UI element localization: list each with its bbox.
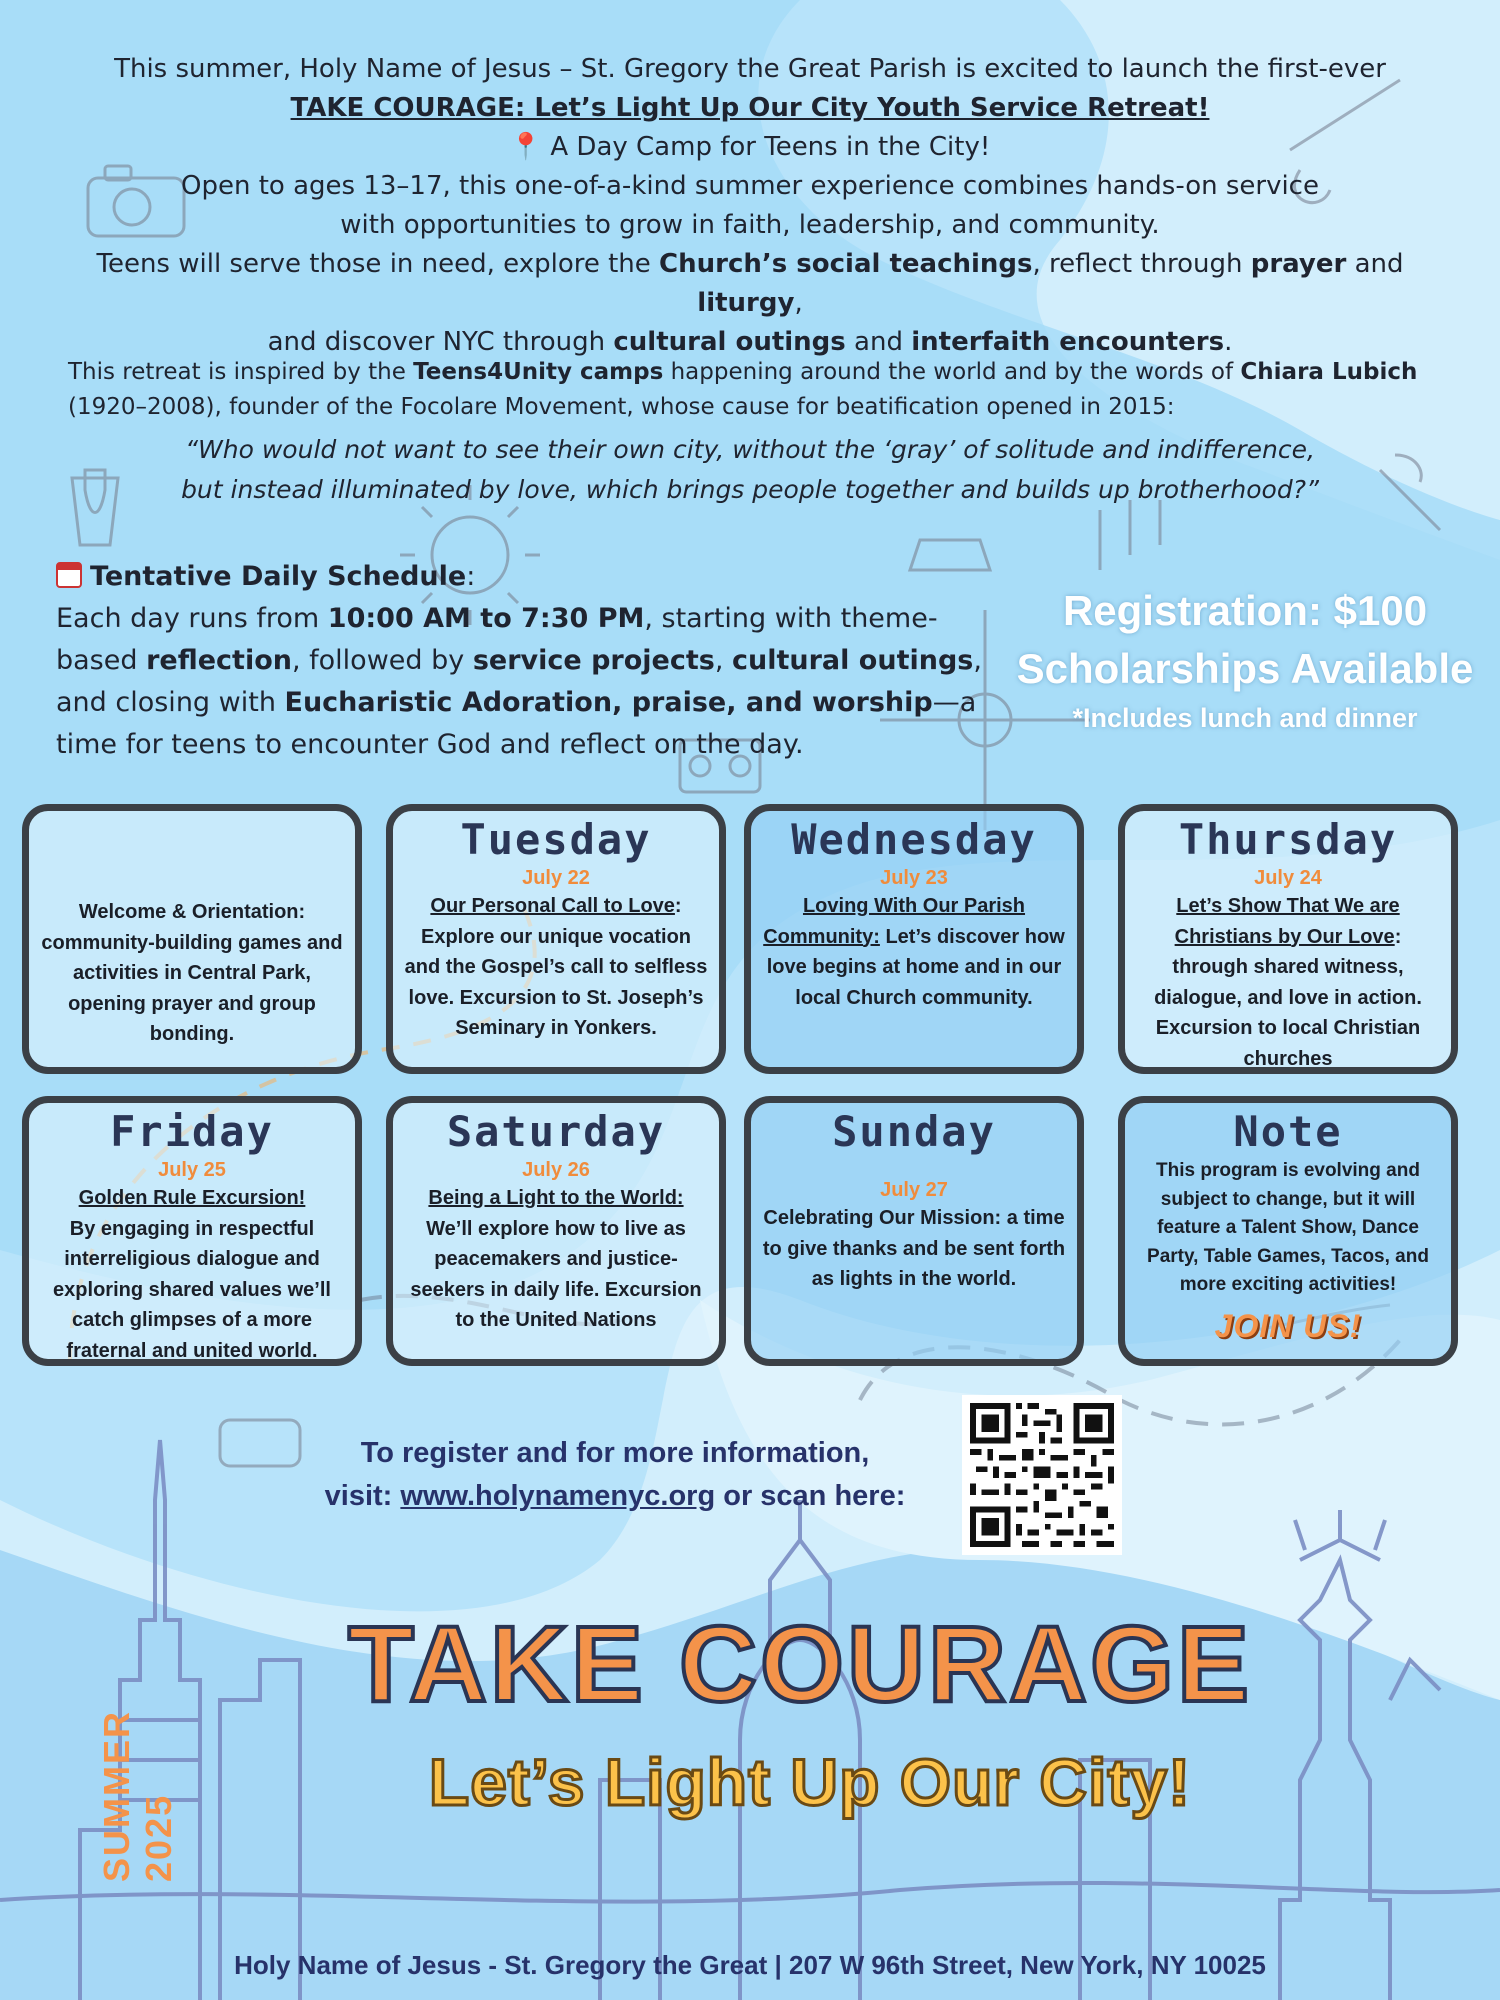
- text: visit:: [324, 1480, 401, 1512]
- intro-line: Open to ages 13–17, this one-of-a-kind summer experience combines hands-on service: [181, 171, 1319, 201]
- day-description: Welcome & Orientation: community-building games and activities in Central Park, opening prayer and group bonding.: [41, 901, 343, 1045]
- day-name: Sunday: [832, 1107, 996, 1156]
- day-name: Tuesday: [460, 815, 652, 864]
- day-card-sunday: [744, 1096, 1084, 1366]
- intro-line: with opportunities to grow in faith, leadership, and community.: [340, 210, 1160, 240]
- bold-text: Teens4Unity camps: [413, 359, 664, 385]
- intro-line: This summer, Holy Name of Jesus – St. Gregory the Great Parish is excited to launch the first-ever: [114, 54, 1386, 84]
- day-date: July 22: [522, 867, 590, 889]
- calendar-icon: [56, 562, 82, 588]
- text: , reflect through: [1032, 249, 1251, 279]
- text: We’ll explore how to live as peacemakers and justice-seekers in daily life. Excursion to the United Nations: [410, 1217, 702, 1331]
- day-card-tuesday: [386, 804, 726, 1074]
- day-date: July 25: [158, 1159, 226, 1181]
- take-courage-title: TAKE COURAGE: [347, 1603, 1252, 1724]
- registration-price: Registration: $100: [1062, 587, 1428, 634]
- bold-text: service projects: [472, 645, 715, 676]
- day-card-saturday: [386, 1096, 726, 1366]
- day-title: Our Personal Call to Love: [430, 895, 675, 917]
- text: and: [845, 327, 912, 357]
- day-name: Friday: [110, 1107, 274, 1156]
- text: , followed by: [291, 645, 473, 676]
- day-name: Saturday: [446, 1107, 666, 1156]
- text: Each day runs from: [56, 603, 328, 634]
- text: By engaging in respectful interreligious dialogue and exploring shared values we’ll catch glimpses of a more fraternal and united world.: [53, 1217, 331, 1362]
- text: and discover NYC through: [267, 327, 614, 357]
- text: Let’s discover how love begins at home and in our local Church community.: [766, 925, 1065, 1009]
- register-line: To register and for more information,: [360, 1437, 870, 1469]
- day-description: [403, 1183, 709, 1336]
- website-link[interactable]: www.holynamenyc.org: [400, 1480, 716, 1512]
- scholarships-text: Scholarships Available: [1016, 645, 1474, 692]
- note-description: This program is evolving and subject to change, but it will feature a Talent Show, Dance Party, Table Games, Tacos, and more exciting activities!: [1147, 1160, 1429, 1295]
- day-description: Celebrating Our Mission: a time to give thanks and be sent forth as lights in the world.: [762, 1207, 1066, 1290]
- text: ,: [714, 645, 732, 676]
- pin-icon: 📍: [509, 132, 543, 162]
- meals-note: *Includes lunch and dinner: [1072, 703, 1418, 733]
- footer-address: Holy Name of Jesus - St. Gregory the Great | 207 W 96th Street, New York, NY 10025: [234, 1950, 1266, 1980]
- retreat-headline: TAKE COURAGE: Let’s Light Up Our City Youth Service Retreat!: [290, 93, 1210, 123]
- text: Explore our unique vocation and the Gospel’s call to selfless love. Excursion to St. Joseph’s Seminary in Yonkers.: [404, 925, 708, 1039]
- register-line: [280, 1475, 950, 1518]
- bold-text: interfaith encounters: [911, 327, 1225, 357]
- schedule-title: Tentative Daily Schedule: [90, 561, 467, 592]
- day-description: Our Personal Call to Love: Explore our unique vocation and the Gospel’s call to selfless love. Excursion to St. Joseph’s Seminary in Yonkers.: [404, 895, 708, 1039]
- bold-text: Church’s social teachings: [659, 249, 1033, 279]
- tagline-text: A Day Camp for Teens in the City!: [550, 132, 991, 162]
- text: .: [1224, 327, 1233, 357]
- day-title: Golden Rule Excursion!: [78, 1187, 306, 1209]
- chiara-lubich-quote: [120, 430, 1380, 510]
- day-date: July 24: [1254, 867, 1322, 889]
- schedule-time: 10:00 AM to 7:30 PM: [327, 603, 645, 634]
- bold-text: Eucharistic Adoration, praise, and worship: [284, 687, 933, 718]
- bold-text: cultural outings: [613, 327, 846, 357]
- text: (1920–2008), founder of the Focolare Movement, whose cause for beatification opened in 2015:: [68, 394, 1175, 420]
- intro-block: [60, 50, 1440, 362]
- text: This retreat is inspired by the: [68, 359, 414, 385]
- qr-code[interactable]: [962, 1395, 1122, 1555]
- day-name: Wednesday: [791, 815, 1037, 864]
- bold-text: Chiara Lubich: [1240, 359, 1418, 385]
- text: and: [1346, 249, 1404, 279]
- inspiration-paragraph: [68, 355, 1448, 425]
- day-card-thursday: [1118, 804, 1458, 1074]
- day-date: July 27: [880, 1179, 948, 1201]
- register-info: [280, 1432, 950, 1518]
- intro-line: [60, 245, 1440, 323]
- day-card-monday: [22, 804, 362, 1074]
- day-title: Being a Light to the World:: [428, 1187, 684, 1209]
- text: ,: [794, 288, 803, 318]
- bold-text: cultural outings: [732, 645, 974, 676]
- text: through shared witness, dialogue, and love in action. Excursion to local Christian churches: [1154, 956, 1422, 1070]
- summer-year-label: SUMMER 2025: [96, 1710, 179, 1882]
- day-description: [761, 891, 1067, 1013]
- join-us-text: JOIN US!: [1214, 1307, 1362, 1344]
- day-card-note: [1118, 1096, 1458, 1366]
- day-card-wednesday: [744, 804, 1084, 1074]
- text: happening around the world and by the words of: [663, 359, 1241, 385]
- day-date: July 26: [522, 1159, 590, 1181]
- bold-text: reflection: [146, 645, 292, 676]
- bold-text: liturgy: [697, 288, 795, 318]
- text: or scan here:: [715, 1480, 906, 1512]
- quote-line: but instead illuminated by love, which brings people together and builds up brotherhood?”: [181, 475, 1319, 504]
- text: , starting with theme-based: [56, 603, 938, 676]
- quote-line: “Who would not want to see their own city, without the ‘gray’ of solitude and indifference,: [185, 435, 1315, 464]
- text: —a time for teens to encounter God and reflect on the day.: [56, 687, 977, 760]
- day-description: [39, 1183, 345, 1366]
- registration-info: [1000, 582, 1490, 738]
- day-title: Let’s Show That We are Christians by Our Love: [1174, 895, 1400, 948]
- day-card-friday: [22, 1096, 362, 1366]
- text: Teens will serve those in need, explore the: [96, 249, 660, 279]
- day-description: Let’s Show That We are Christians by Our Love: through shared witness, dialogue, and love in action. Excursion to local Christian churches: [1154, 895, 1422, 1070]
- day-date: July 23: [880, 867, 948, 889]
- text: , and closing with: [56, 645, 982, 718]
- bold-text: prayer: [1250, 249, 1347, 279]
- day-name: Thursday: [1178, 815, 1398, 864]
- day-title: Loving With Our Parish Community:: [763, 895, 1026, 948]
- text: :: [466, 561, 476, 592]
- daily-schedule: [56, 556, 986, 766]
- tagline: [60, 128, 1440, 167]
- day-name: Note: [1233, 1107, 1343, 1156]
- light-up-subtitle: Let’s Light Up Our City!: [428, 1745, 1192, 1819]
